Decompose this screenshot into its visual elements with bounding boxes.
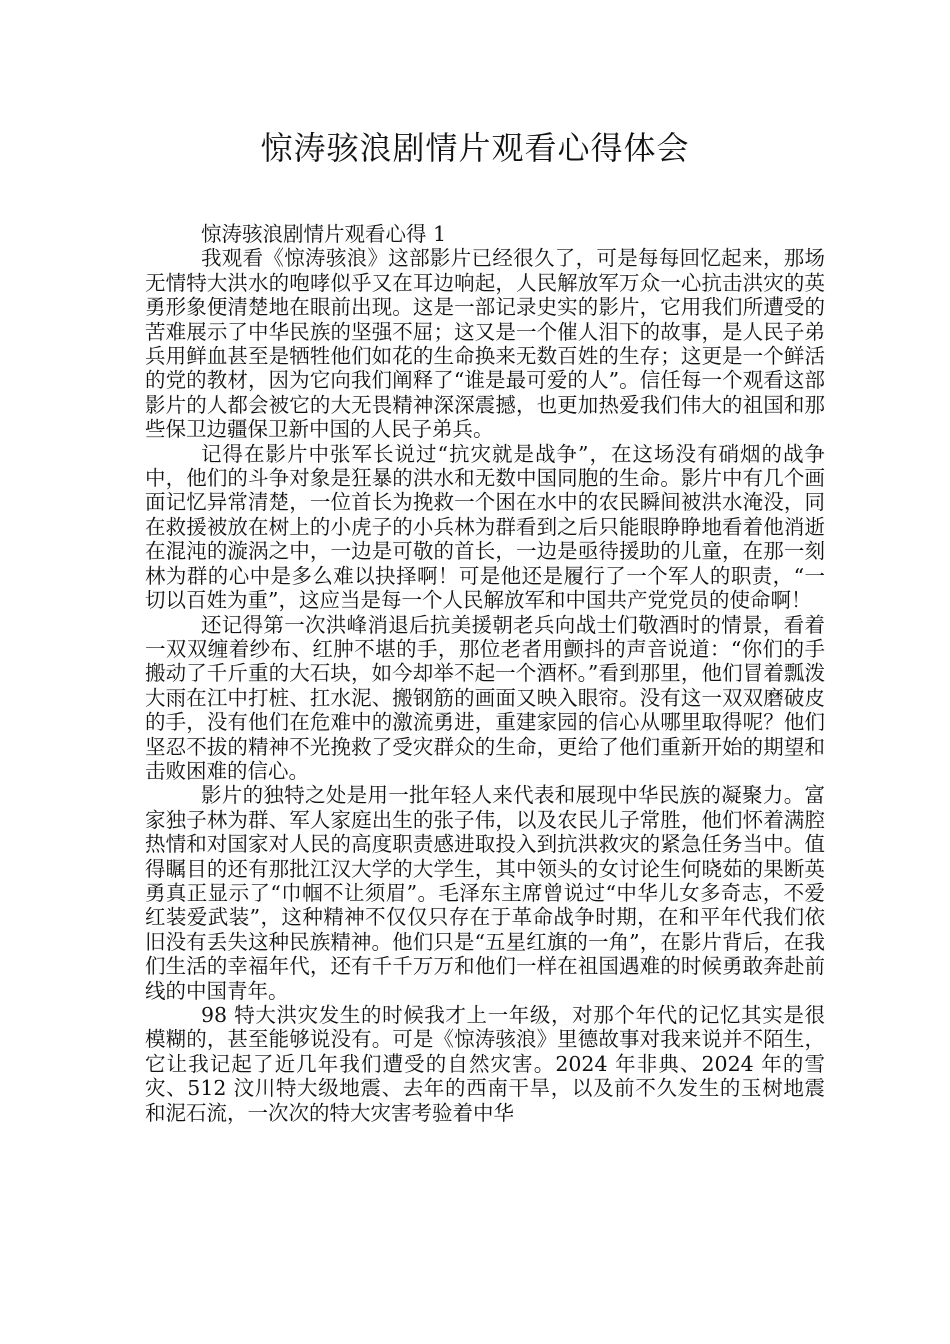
section-heading: 惊涛骇浪剧情片观看心得 1: [201, 222, 447, 246]
paragraph-5: 98 特大洪灾发生的时候我才上一年级，对那个年代的记忆其实是很模糊的，甚至能够说没有。可是《惊涛骇浪》里德故事对我来说并不陌生，它让我记起了近几年我们遭受的自然灾害。2024 年非典、2024 年的雪灾、512 汶川特大级地震、去年的西南干旱，以及前不久发生的玉树地震和泥石流，一次次的特大灾害考验着中华: [145, 1003, 825, 1125]
document-title: 惊涛骇浪剧情片观看心得体会: [260, 129, 690, 167]
paragraph-1: 我观看《惊涛骇浪》这部影片已经很久了，可是每每回忆起来，那场无情特大洪水的咆哮似乎又在耳边响起，人民解放军万众一心抗击洪灾的英勇形象便清楚地在眼前出现。这是一部记录史实的影片，它用我们所遭受的苦难展示了中华民族的坚强不屈；这又是一个催人泪下的故事，是人民子弟兵用鲜血甚至是牺牲他们如花的生命换来无数百姓的生存；这更是一个鲜活的党的教材，因为它向我们阐释了“谁是最可爱的人”。信任每一个观看这部影片的人都会被它的大无畏精神深深震撼，也更加热爱我们伟大的祖国和那些保卫边疆保卫新中国的人民子弟兵。: [145, 246, 825, 442]
document-body: [145, 222, 825, 1125]
paragraph-2: 记得在影片中张军长说过“抗灾就是战争”，在这场没有硝烟的战争中，他们的斗争对象是狂暴的洪水和无数中国同胞的生命。影片中有几个画面记忆异常清楚，一位首长为挽救一个困在水中的农民瞬间被洪水淹没，同在救援被放在树上的小虎子的小兵林为群看到之后只能眼睁睁地看着他消逝在混沌的漩涡之中，一边是可敬的首长，一边是亟待援助的儿童，在那一刻林为群的心中是多么难以抉择啊！可是他还是履行了一个军人的职责，“一切以百姓为重”，这应当是每一个人民解放军和中国共产党党员的使命啊！: [145, 441, 825, 613]
paragraph-3: 还记得第一次洪峰消退后抗美援朝老兵向战士们敬酒时的情景，看着一双双缠着纱布、红肿不堪的手，那位老者用颤抖的声音说道：“你们的手搬动了千斤重的大石块，如今却举不起一个酒杯。”看到那里，他们冒着瓢泼大雨在江中打桩、扛水泥、搬钢筋的画面又映入眼帘。没有这一双双磨破皮的手，没有他们在危难中的激流勇进，重建家园的信心从哪里取得呢？他们坚忍不拔的精神不光挽救了受灾群众的生命，更给了他们重新开始的期望和击败困难的信心。: [145, 612, 825, 783]
paragraph-4: 影片的独特之处是用一批年轻人来代表和展现中华民族的凝聚力。富家独子林为群、军人家庭出生的张子伟，以及农民儿子常胜，他们怀着满腔热情和对国家对人民的高度职责感进取投入到抗洪救灾的紧急任务当中。值得瞩目的还有那批江汉大学的大学生，其中领头的女讨论生何晓茹的果断英勇真正显示了“巾帼不让须眉”。毛泽东主席曾说过“中华儿女多奇志，不爱红装爱武装”，这种精神不仅仅只存在于革命战争时期，在和平年代我们依旧没有丢失这种民族精神。他们只是“五星红旗的一角”，在影片背后，在我们生活的幸福年代，还有千千万万和他们一样在祖国遇难的时候勇敢奔赴前线的中国青年。: [145, 783, 825, 1003]
